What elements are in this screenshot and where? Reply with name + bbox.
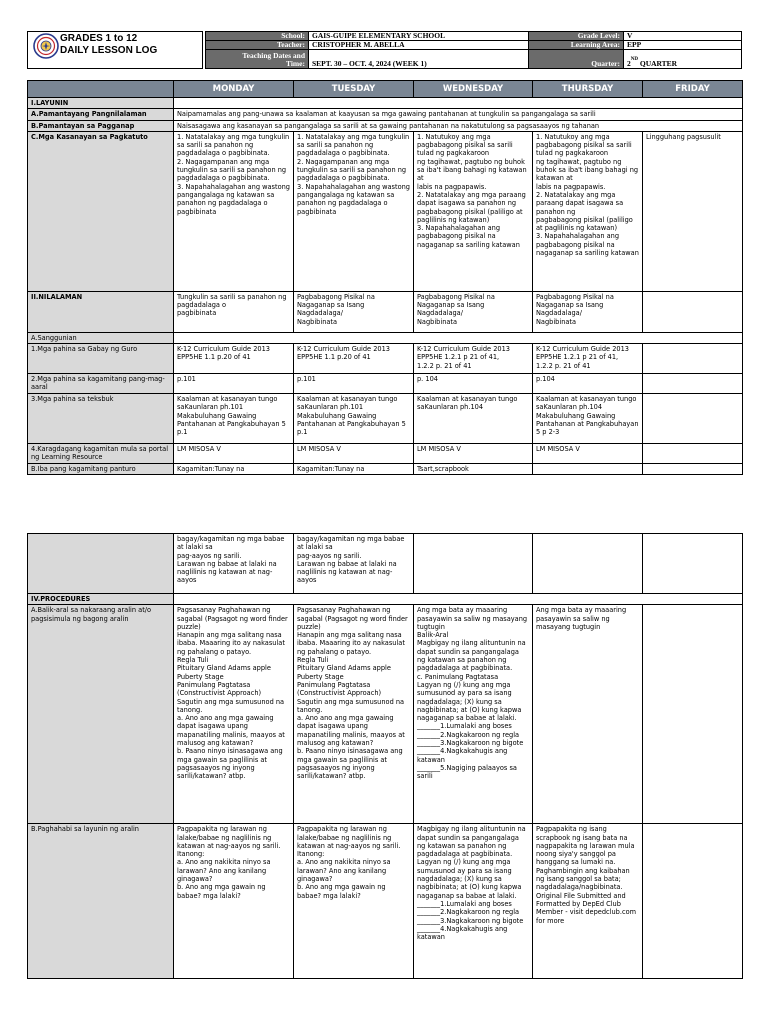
portal-monday: LM MISOSA V [174,444,294,464]
kasanayan-monday [174,131,294,291]
gabay-label: 1.Mga pahina sa Gabay ng Guro [28,344,174,374]
pangnilalaman-label: A.Pamantayang Pangnilalaman [28,109,174,120]
gabay-monday [174,344,294,374]
paghahabi-thursday-text: Pagpapakita ng isang scrapbook ng isang bata na nagpapakita ng larawan mula noong siya'y sanggol pa hanggang sa lumaki na. Paghambingin ang kaibahan ng isang sanggol sa bata; nagdadalaga/nagbibinata. Original File Submitted and Formatted by DepEd Club Member - visit depedclub.com for more [536,825,637,925]
school-value: GAIS-GUIPE ELEMENTARY SCHOOL [309,32,529,41]
cont-monday [174,534,294,594]
kagamitan-monday: p.101 [174,374,294,394]
teacher-label: Teacher: [206,41,309,50]
kasanayan-wednesday [414,131,533,291]
iba-wednesday: Tsart,scrapbook [414,464,533,475]
quarter-suffix: ND [630,57,638,62]
kasanayan-monday-text: 1. Natatalakay ang mga tungkulin sa sarili sa panahon ng pagdadalaga o pagbibinata. 2. Nagagampanan ang mga tungkulin sa sarili sa panahon ng pagdadalaga o pagbibinata. 3. Napahahalagahan ang wastong pangangalaga ng katawan sa panahon ng pagdadalaga o pagbibinata [177,132,290,216]
kagamitan-friday [643,374,743,394]
kasanayan-friday [643,131,743,291]
paghahabi-monday [174,824,294,979]
portal-tuesday: LM MISOSA V [294,444,414,464]
balik-tuesday [294,605,414,824]
pagganap-label: B.Pamantayan sa Pagganap [28,120,174,131]
kasanayan-tuesday-text: 1. Natatalakay ang mga tungkulin sa sarili sa panahon ng pagdadalaga o pagbibinata. 2. Nagagampanan ang mga tungkulin sa sarili sa panahon ng pagdadalaga o pagbibinata. 3. Napahahalagahan ang wastong pangangalaga ng katawan sa panahon ng pagdadalaga o pagbibinata [297,132,410,216]
title-line-1: GRADES 1 to 12 [60,33,138,44]
teksbuk-monday [174,394,294,444]
teksbuk-thursday-text: Kaalaman at kasanayan tungo saKaunlaran ph.104 Makabuluhang Gawaing Pantahanan at Pangkabuhayan 5 p 2-3 [536,395,639,437]
balik-thursday-text: Ang mga bata ay maaaring pasayawin sa saliw ng masayang tugtugin [536,606,629,631]
kasanayan-wednesday-text: 1. Natutukoy ang mga pagbabagong pisikal sa sarili tulad ng pagkakaroon ng tagihawat, pagtubo ng buhok sa iba't ibang bahagi ng katawan at labis na pagpapawis. 2. Natatalakay ang mga paraang dapat isagawa sa panahon ng pagbabagong pisikal (paliligo at paglilinis ng katawan) 3. Napahahalagahan ang pagbabagong pisikal na nagaganap sa sariling katawan [417,132,527,249]
day-header-friday: FRIDAY [643,81,743,98]
iba-thursday [533,464,643,475]
nilalaman-label: II.NILALAMAN [28,291,174,332]
paghahabi-label: B.Paghahabi sa layunin ng aralin [28,824,174,979]
log-title [60,33,157,57]
dates-label-line-1: Teaching Dates and [242,51,305,60]
portal-friday [643,444,743,464]
teksbuk-wednesday [414,394,533,444]
teacher-value: CRISTOPHER M. ABELLA [309,41,529,50]
continued-label [28,534,174,594]
portal-wednesday: LM MISOSA V [414,444,533,464]
balik-monday-text: Pagsasanay Paghahawan ng sagabal (Pagsagot ng word finder puzzle) Hanapin ang mga salitang nasa ibaba. Maaaring ito ay nakasulat ng pahalang o patayo. Regla Tuli Pituitary Gland Adams apple Puberty Stage Panimulang Pagtatasa (Constructivist Approach) Sagutin ang mga sumusunod na tanong. a. Ano ano ang mga gawaing dapat isagawa upang mapanatiling malinis, maayos at malusog ang katawan? b. Paano ninyo isinasagawa ang mga gawain sa paglilinis at pagsasaayos ng inyong sarili/katawan? atbp. [177,606,288,781]
day-header-tuesday: TUESDAY [294,81,414,98]
gabay-monday-text: K-12 Curriculum Guide 2013 EPP5HE 1.1 p.20 of 41 [177,345,273,362]
nilalaman-wednesday-text: Pagbabagong Pisikal na Nagaganap sa Isang Nagdadalaga/ Nagbibinata [417,292,495,326]
balik-aral-label: A.Balik-aral sa nakaraang aralin at/o pagsisimula ng bagong aralin [28,605,174,824]
kasanayan-tuesday [294,131,414,291]
balik-wednesday [414,605,533,824]
iba-label: B.Iba pang kagamitang panturo [28,464,174,475]
teksbuk-friday [643,394,743,444]
kasanayan-label: C.Mga Kasanayan sa Pagkatuto [28,131,174,291]
teksbuk-monday-text: Kaalaman at kasanayan tungo saKaunlaran ph.101 Makabuluhang Gawaing Pantahanan at Pangkabuhayan 5 p.1 [177,395,286,437]
quarter-number: 2 [627,59,631,68]
paghahabi-tuesday [294,824,414,979]
day-header-wednesday: WEDNESDAY [414,81,533,98]
pagganap-value: Naisasagawa ang kasanayan sa pangangalaga sa sarili at sa gawaing pantahanan na nakatutulong sa pagsasaayos ng tahanan [174,120,743,131]
nilalaman-tuesday [294,291,414,332]
deped-seal-icon [33,33,59,59]
kagamitan-label: 2.Mga pahina sa kagamitang pang-mag-aaral [28,374,174,394]
dates-label-line-2: Time: [285,59,305,68]
nilalaman-tuesday-text: Pagbabagong Pisikal na Nagaganap sa Isang Nagdadalaga/ Nagbibinata [297,292,375,326]
kagamitan-tuesday: p.101 [294,374,414,394]
layunin-blank [174,98,743,109]
dates-label [206,50,309,69]
nilalaman-wednesday [414,291,533,332]
day-header-thursday: THURSDAY [533,81,643,98]
teksbuk-thursday [533,394,643,444]
gabay-thursday-text: K-12 Curriculum Guide 2013 EPP5HE 1.2.1 p 21 of 41, 1.2.2 p. 21 of 41 [536,345,629,370]
nilalaman-monday [174,291,294,332]
portal-thursday: LM MISOSA V [533,444,643,464]
quarter-word: QUARTER [637,59,678,68]
paghahabi-monday-text: Pagpapakita ng larawan ng lalake/babae ng naglilinis ng katawan at nag-aayos ng sarili. Itanong: a. Ano ang nakikita ninyo sa larawan? Ano ang kanilang ginagawa? b. Ano ang mga gawain ng babae? mga lalaki? [177,825,281,900]
balik-friday [643,605,743,824]
nilalaman-thursday [533,291,643,332]
grade-label: Grade Level: [529,32,624,41]
kagamitan-wednesday: p. 104 [414,374,533,394]
cont-wednesday [414,534,533,594]
pangnilalaman-value: Naipamamalas ang pang-unawa sa kaalaman at kaayusan sa mga gawaing pantahanan at tungkulin sa pangangalaga sa sarili [174,109,743,120]
teksbuk-label: 3.Mga pahina sa teksbuk [28,394,174,444]
procedures-blank [174,594,743,605]
iba-monday: Kagamitan:Tunay na [174,464,294,475]
sanggunian-label: A.Sanggunian [28,332,174,343]
iba-tuesday: Kagamitan:Tunay na [294,464,414,475]
cont-friday [643,534,743,594]
balik-thursday [533,605,643,824]
portal-label: 4.Karagdagang kagamitan mula sa portal ng Learning Resource [28,444,174,464]
cont-tuesday-text: bagay/kagamitan ng mga babae at lalaki sa pag-aayos ng sarili. Larawan ng babae at lalaki na naglilinis ng katawan at nag-aayos [297,535,405,585]
teksbuk-wednesday-text: Kaalaman at kasanayan tungo saKaunlaran ph.104 [417,395,520,412]
layunin-heading: I.LAYUNIN [28,98,174,109]
school-label: School: [206,32,309,41]
cont-tuesday [294,534,414,594]
area-value: EPP [624,41,742,50]
teksbuk-tuesday [294,394,414,444]
balik-tuesday-text: Pagsasanay Paghahawan ng sagabal (Pagsagot ng word finder puzzle) Hanapin ang mga salitang nasa ibaba. Maaaring ito ay nakasulat ng pahalang o patayo. Regla Tuli Pituitary Gland Adams apple Puberty Stage Panimulang Pagtatasa (Constructivist Approach) Sagutin ang mga sumusunod na tanong. a. Ano ano ang mga gawaing dapat isagawa upang mapanatiling malinis, maayos at malusog ang katawan? b. Paano ninyo isinasagawa ang mga gawain sa paglilinis at pagsasaayos ng inyong sarili/katawan? atbp. [297,606,408,781]
day-header-monday: MONDAY [174,81,294,98]
quarter-label: Quarter: [529,50,624,69]
cont-thursday [533,534,643,594]
paghahabi-friday [643,824,743,979]
kasanayan-thursday-text: 1. Natutukoy ang mga pagbabagong pisikal sa sarili tulad ng pagkakaroon ng tagihawat, pagtubo ng buhok sa iba't ibang bahagi ng katawan at labis na pagpapawis. 2. Natatalakay ang mga paraang dapat isagawa sa panahon ng pagbabagong pisikal (paliligo at paglilinis ng katawan) 3. Napahahalagahan ang pagbabagong pisikal na nagaganap sa sariling katawan [536,132,639,258]
lesson-log-table-continued [27,533,743,979]
kasanayan-friday-text: Lingguhang pagsusulit [646,132,721,141]
procedures-heading: IV.PROCEDURES [28,594,174,605]
grade-value: V [624,32,742,41]
quarter-value [624,50,742,69]
nilalaman-friday [643,291,743,332]
gabay-wednesday-text: K-12 Curriculum Guide 2013 EPP5HE 1.2.1 p 21 of 41, 1.2.2 p. 21 of 41 [417,345,510,370]
dates-value: SEPT. 30 – OCT. 4, 2024 (WEEK 1) [309,50,529,69]
balik-wednesday-text: Ang mga bata ay maaaring pasayawin sa saliw ng masayang tugtugin Balik-Aral Magbigay ng ilang alituntunin na dapat sundin sa pangangalaga ng katawan sa panahon ng pagdadalaga at pagbibinata. c. Panimulang Pagtatasa Lagyan ng (/) kung ang mga sumusunod ay para sa isang nagdadalaga; (X) kung sa nagbibinata; at (O) kung kapwa nagaganap sa babae at lalaki. _______1.Lumalaki ang boses _______2.Nagkakaroon ng regla _______3.Nagkakaroon ng bigote _______4.Nagkakahugis ang katawan _______5.Nagiging palaayos sa sarili [417,606,528,781]
paghahabi-thursday [533,824,643,979]
gabay-wednesday [414,344,533,374]
sanggunian-blank [174,332,743,343]
gabay-tuesday-text: K-12 Curriculum Guide 2013 EPP5HE 1.1 p.20 of 41 [297,345,393,362]
paghahabi-tuesday-text: Pagpapakita ng larawan ng lalake/babae ng naglilinis ng katawan at nag-aayos ng sarili. Itanong: a. Ano ang nakikita ninyo sa larawan? Ano ang kanilang ginagawa? b. Ano ang mga gawain ng babae? mga lalaki? [297,825,401,900]
balik-monday [174,605,294,824]
kagamitan-thursday: p.104 [533,374,643,394]
area-label: Learning Area: [529,41,624,50]
teksbuk-tuesday-text: Kaalaman at kasanayan tungo saKaunlaran ph.101 Makabuluhang Gawaing Pantahanan at Pangkabuhayan 5 p.1 [297,395,406,437]
lesson-log-table [27,80,743,475]
paghahabi-wednesday-text: Magbigay ng ilang alituntunin na dapat sundin sa pangangalaga ng katawan sa panahon ng pagdadalaga at pagbibinata. Lagyan ng (/) kung ang mga sumusunod ay para sa isang nagdadalaga; (X) kung sa nagbibinata; at (O) kung kapwa nagaganap sa babae at lalaki. _______1.Lumalaki ang boses _______2.Nagkakaroon ng regla _______3.Nagkakaroon ng bigote _______4.Nagkakahugis ang katawan [417,825,526,942]
header-info-table [205,31,742,69]
cont-monday-text: bagay/kagamitan ng mga babae at lalaki sa pag-aayos ng sarili. Larawan ng babae at lalaki na naglilinis ng katawan at nag-aayos [177,535,285,585]
kasanayan-thursday [533,131,643,291]
nilalaman-monday-text: Tungkulin sa sarili sa panahon ng pagdadalaga o pagbibinata [177,292,287,318]
title-line-2: DAILY LESSON LOG [60,45,158,56]
paghahabi-wednesday [414,824,533,979]
iba-friday [643,464,743,475]
gabay-friday [643,344,743,374]
gabay-tuesday [294,344,414,374]
nilalaman-thursday-text: Pagbabagong Pisikal na Nagaganap sa Isang Nagdadalaga/ Nagbibinata [536,292,614,326]
gabay-thursday [533,344,643,374]
corner-header [28,81,174,98]
